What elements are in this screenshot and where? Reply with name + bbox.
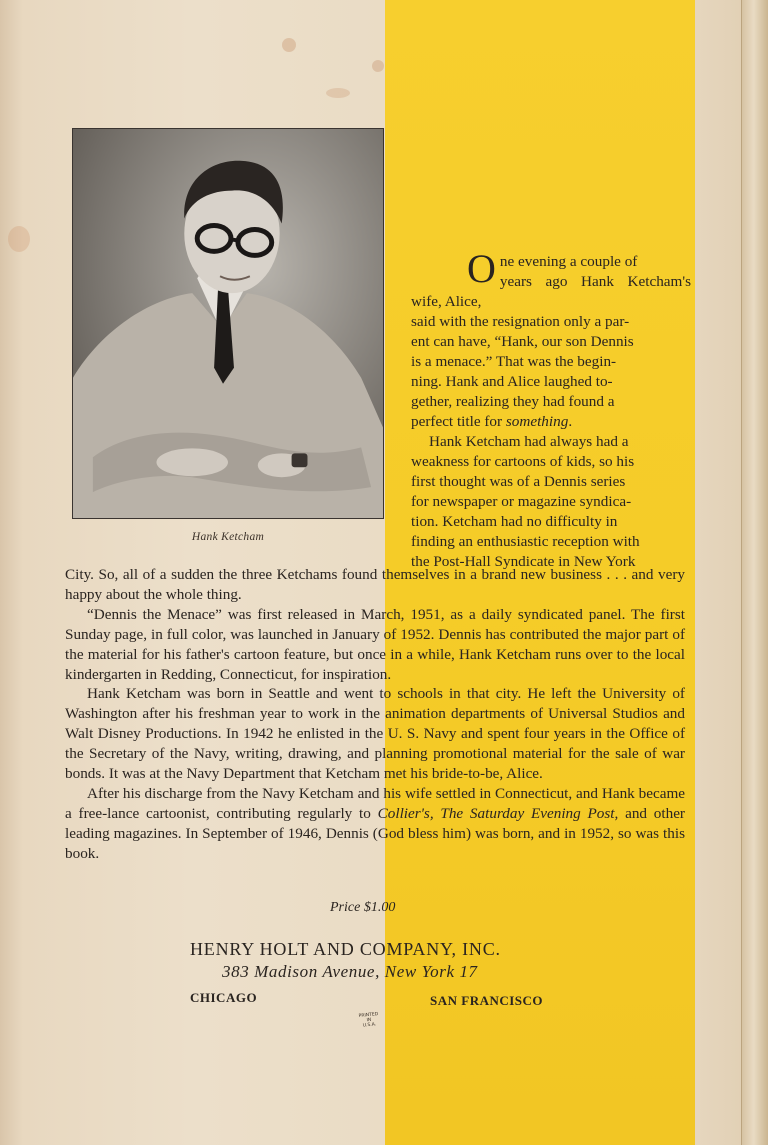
drop-cap: O [467,246,496,291]
column-line: tion. Ketcham had no difficulty in [411,513,618,530]
column-line: said with the resignation only a par- [411,313,630,330]
first-line [411,246,691,291]
bio-column [411,246,691,572]
paper-stain [326,88,350,98]
column-line: the Post-Hall Syndicate in New York [411,553,636,570]
printed-mark-line: PRINTED [358,1012,379,1020]
paragraph: “Dennis the Menace” was first released in March, 1951, as a daily syndicated panel. The first Sunday page, in full color, was launched in January of 1952. Dennis has contributed the major part of the material for his father's cartoon feature, but once in a while, Hank Ketcham runs over to the local kindergarten in Redding, Connecticut, for inspiration. [65,605,685,683]
column-line: first thought was of a Dennis series [411,473,626,490]
column-line: for newspaper or magazine syndica- [411,493,632,510]
publisher-address: 383 Madison Avenue, New York 17 [222,962,478,981]
photo-caption: Hank Ketcham [191,531,265,543]
bio-body [65,565,685,864]
paper-stain [8,226,30,252]
column-line: years ago Hank Ketcham's wife, Alice, [411,273,691,310]
publisher-name: HENRY HOLT AND COMPANY, INC. [190,939,501,959]
paper-stain [282,38,296,52]
paragraph: City. So, all of a sudden the three Ketchams found themselves in a brand new business . . . and very happy about the whole thing. [65,566,685,603]
paragraph: After his discharge from the Navy Ketcham and his wife settled in Connecticut, and Hank became a free-lance cartoonist, contributing regularly to Collier's, The Saturday Evening Post, and other leading magazines. In September of 1946, Dennis (God bless him) was born, and in 1952, so was this book. [65,784,685,862]
column-line: ent can have, “Hank, our son Dennis [411,333,634,350]
printed-mark-line: IN [366,1017,372,1024]
city-right: SAN FRANCISCO [430,993,544,1008]
printed-in-usa-mark [353,1011,384,1029]
printed-mark-line: U.S.A. [362,1022,377,1029]
paragraph: Hank Ketcham was born in Seattle and went to schools in that city. He left the University of Washington after his freshman year to work in the animation departments of Universal Studios and Walt Disney Productions. In 1942 he enlisted in the U. S. Navy and spent four years in the Office of the Secretary of the Navy, writing, drawing, and planning promotional material for the sale of war bonds. It was at the Navy Department that Ketcham met his bride-to-be, Alice. [65,685,685,783]
city-left: CHICAGO [190,990,258,1005]
column-line: Hank Ketcham had always had a [429,433,629,450]
column-line: perfect title for something. [411,413,573,430]
column-line: ning. Hank and Alice laughed to- [411,373,613,390]
column-line: gether, realizing they had found a [411,393,615,410]
spine-edge [741,0,768,1145]
column-line: is a menace.” That was the begin- [411,353,617,370]
column-line: finding an enthusiastic reception with [411,533,640,550]
paper-stain [372,60,384,72]
price: Price $1.00 [330,900,396,915]
first-line-text: ne evening a couple of [499,253,638,270]
column-line: weakness for cartoons of kids, so his [411,453,635,470]
author-photo [72,128,384,519]
